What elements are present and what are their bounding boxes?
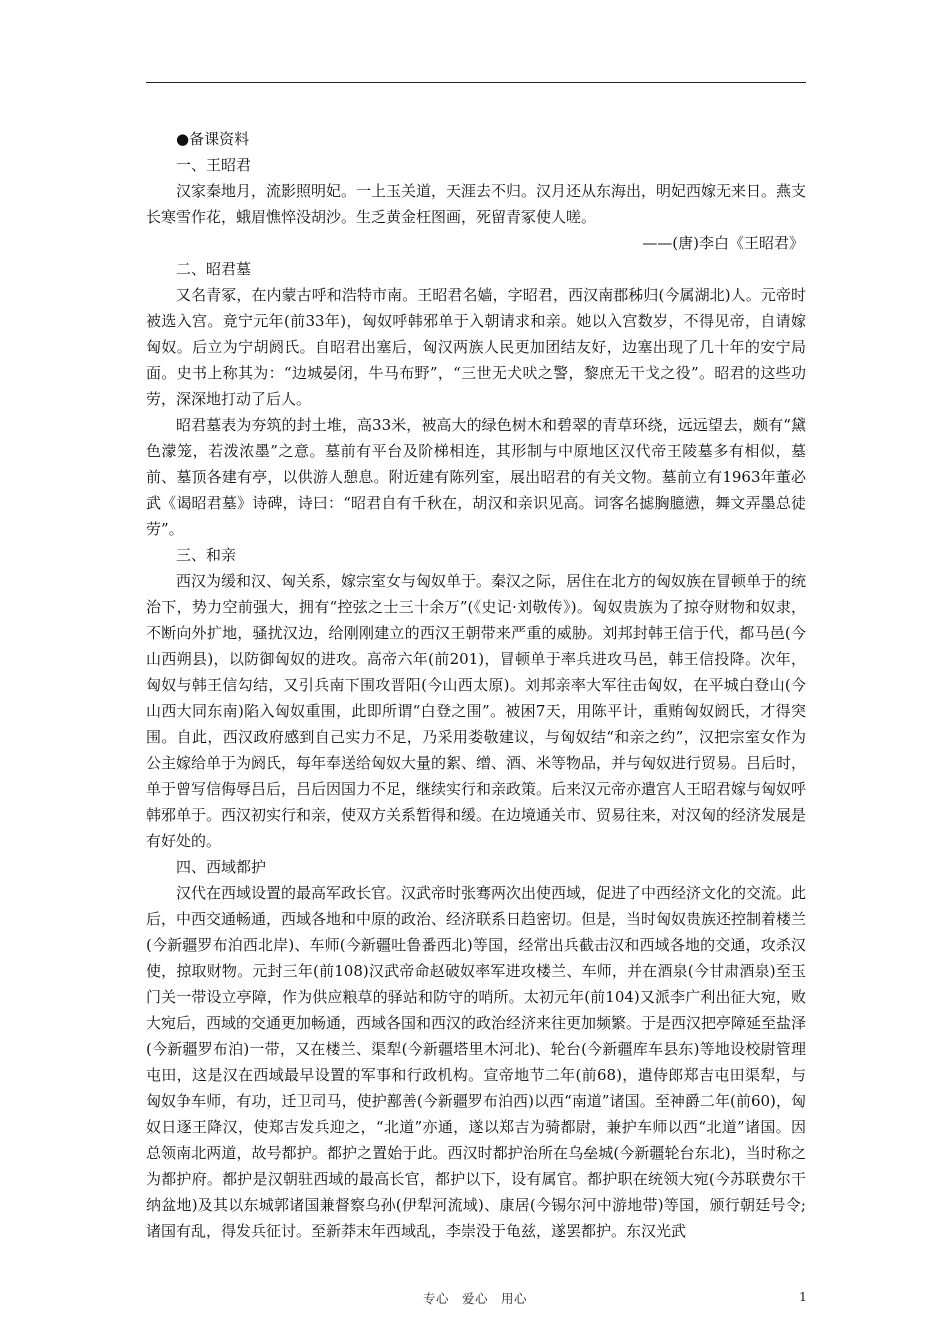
paragraph: 汉代在西域设置的最高军政长官。汉武帝时张骞两次出使西域，促进了中西经济文化的交流。此后，中西交通畅通，西域各地和中原的政治、经济联系日趋密切。但是，当时匈奴贵族还控制着楼兰(今新疆罗布泊西北岸)、车师(今新疆吐鲁番西北)等国，经常出兵截击汉和西域各地的交通，攻杀汉使，掠取财物。元封三年(前108)汉武帝命赵破奴率军进攻楼兰、车师，并在酒泉(今甘肃酒泉)至玉门关一带设立亭障，作为供应粮草的驿站和防守的哨所。太初元年(前104)又派李广利出征大宛，败大宛后，西域的交通更加畅通，西域各国和西汉的政治经济来往更加频繁。于是西汉把亭障延至盐泽(今新疆罗布泊)一带，又在楼兰、渠犁(今新疆塔里木河北)、轮台(今新疆库车县东)等地设校尉管理屯田，这是汉在西域最早设置的军事和行政机构。宣帝地节二年(前68)，遣侍郎郑吉屯田渠犁，与匈奴争车师，有功，迁卫司马，使护鄯善(今新疆罗布泊西)以西“南道”诸国。至神爵二年(前60)，匈奴日逐王降汉，使郑吉发兵迎之，“北道”亦通，遂以郑吉为骑都尉，兼护车师以西“北道”诸国。因总领南北两道，故号都护。都护之置始于此。西汉时都护治所在乌垒城(今新疆轮台东北)，当时称之为都护府。都护是汉朝驻西域的最高长官，都护以下，设有属官。都护职在统领大宛(今苏联费尔干纳盆地)及其以东城郭诸国兼督察乌孙(伊犁河流域)、康居(今锡尔河中游地带)等国，颁行朝廷号令;诸国有乱，得发兵征讨。至新莽末年西域乱，李崇没于龟兹，遂罢都护。东汉光武 bbox=[146, 884, 807, 1240]
section-title: ●备课资料 bbox=[176, 130, 250, 148]
section-heading-western-regions: 四、西域都护 bbox=[176, 858, 267, 876]
section-heading-heqin: 三、和亲 bbox=[176, 546, 237, 564]
section-heading-wangzhaojun: 一、王昭君 bbox=[176, 156, 252, 174]
page-body bbox=[146, 126, 806, 1244]
page-number: 1 bbox=[799, 1289, 807, 1304]
paragraph: 又名青冢，在内蒙古呼和浩特市南。王昭君名嫱，字昭君，西汉南郡秭归(今属湖北)人。元帝时被选入宫。竟宁元年(前33年)，匈奴呼韩邪单于入朝请求和亲。她以入宫数岁，不得见帝，自请嫁匈奴。后立为宁胡阏氏。自昭君出塞后，匈汉两族人民更加团结友好，边塞出现了几十年的安宁局面。史书上称其为：“边城晏闭，牛马布野”，“三世无犬吠之警，黎庶无干戈之役”。昭君的这些功劳，深深地打动了后人。 bbox=[146, 286, 806, 408]
section-heading-zhaojun-tomb: 二、昭君墓 bbox=[176, 260, 252, 278]
paragraph: 西汉为缓和汉、匈关系，嫁宗室女与匈奴单于。秦汉之际，居住在北方的匈奴族在冒顿单于的统治下，势力空前强大，拥有“控弦之士三十余万”(《史记·刘敬传》)。匈奴贵族为了掠夺财物和奴隶，不断向外扩地，骚扰汉边，给刚刚建立的西汉王朝带来严重的威胁。刘邦封韩王信于代，都马邑(今山西朔县)，以防御匈奴的进攻。高帝六年(前201)，冒顿单于率兵进攻马邑，韩王信投降。次年，匈奴与韩王信勾结，又引兵南下围攻晋阳(今山西太原)。刘邦亲率大军往击匈奴，在平城白登山(今山西大同东南)陷入匈奴重围，此即所谓“白登之围”。被困7天，用陈平计，重贿匈奴阏氏，才得突围。自此，西汉政府感到自己实力不足，乃采用娄敬建议，与匈奴结“和亲之约”，汉把宗室女作为公主嫁给单于为阏氏，每年奉送给匈奴大量的絮、缯、酒、米等物品，并与匈奴进行贸易。吕后时，单于曾写信侮辱吕后，吕后因国力不足，继续实行和亲政策。后来汉元帝亦遣宫人王昭君嫁与匈奴呼韩邪单于。西汉初实行和亲，使双方关系暂得和缓。在边境通关市、贸易往来，对汉匈的经济发展是有好处的。 bbox=[146, 572, 807, 850]
header-rule bbox=[146, 82, 806, 83]
footer-motto: 专心 爱心 用心 bbox=[422, 1291, 527, 1306]
poem-attribution: ——(唐)李白《王昭君》 bbox=[642, 234, 804, 252]
poem-paragraph: 汉家秦地月，流影照明妃。一上玉关道，天涯去不归。汉月还从东海出，明妃西嫁无来日。燕支长寒雪作花，蛾眉憔悴没胡沙。生乏黄金枉图画，死留青冢使人嗟。 bbox=[146, 182, 807, 226]
paragraph: 昭君墓表为夯筑的封土堆，高33米，被高大的绿色树木和碧翠的青草环绕，远远望去，颇有“黛色濛笼，若泼浓墨”之意。墓前有平台及阶梯相连，其形制与中原地区汉代帝王陵墓多有相似，墓前、墓顶各建有亭，以供游人憩息。附近建有陈列室，展出昭君的有关文物。墓前立有1963年董必武《谒昭君墓》诗碑，诗曰：“昭君自有千秋在，胡汉和亲识见高。词客名摅胸臆懑，舞文弄墨总徒劳”。 bbox=[146, 416, 806, 538]
